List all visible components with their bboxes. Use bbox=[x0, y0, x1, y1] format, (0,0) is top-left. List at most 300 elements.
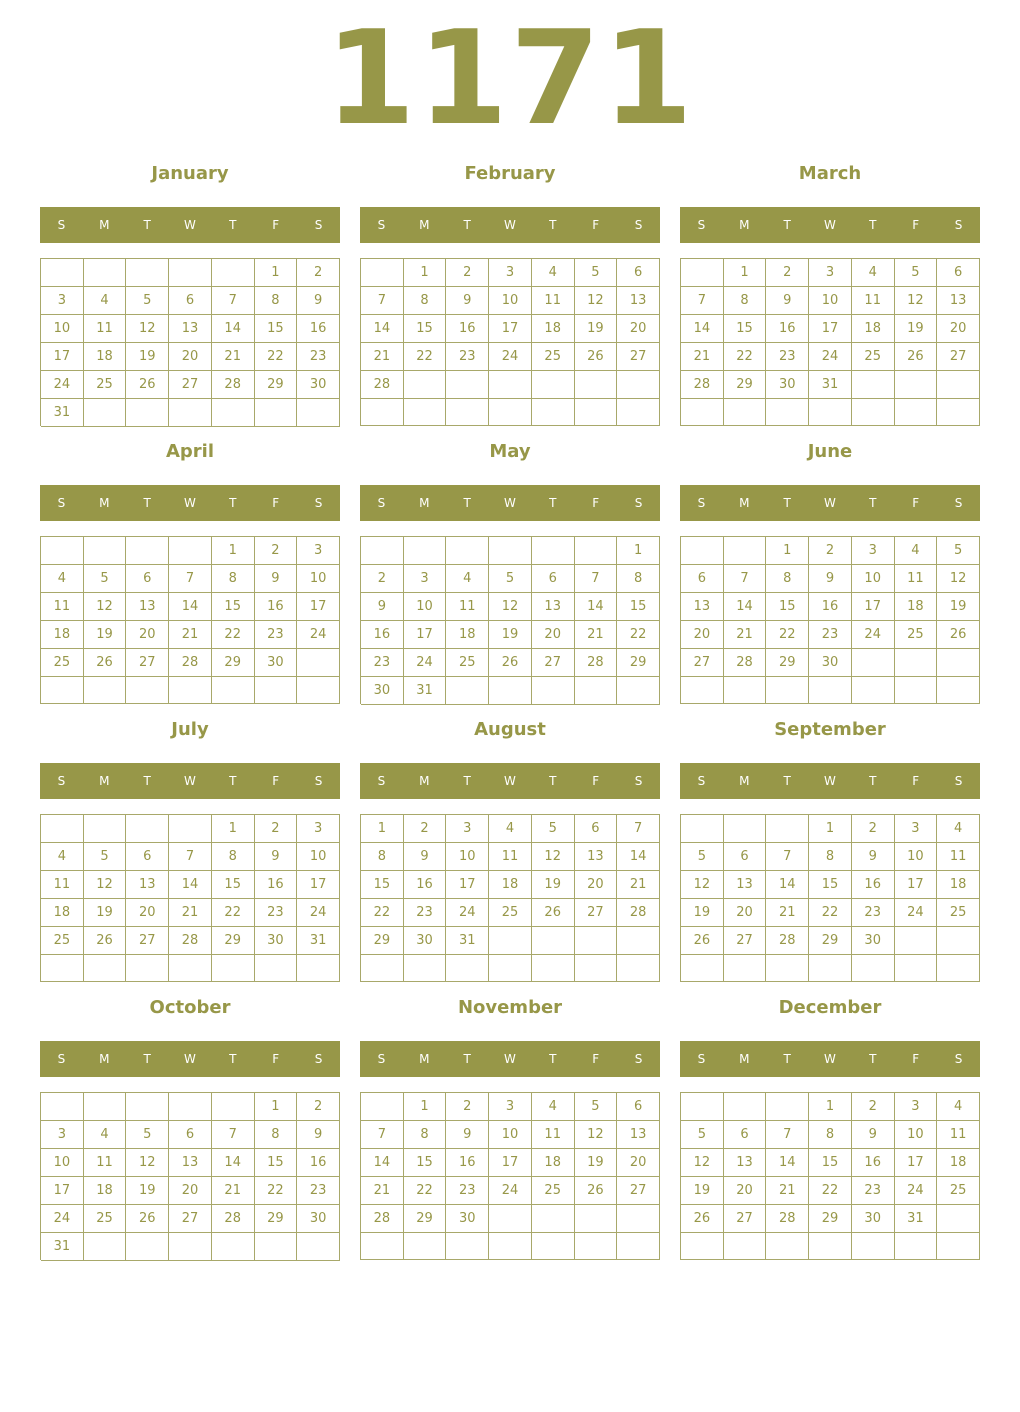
empty-cell bbox=[532, 371, 575, 399]
day-cell: 27 bbox=[126, 649, 169, 677]
day-grid bbox=[680, 814, 980, 982]
weekday-label: T bbox=[229, 1052, 237, 1066]
day-cell: 25 bbox=[532, 1177, 575, 1205]
day-cell: 16 bbox=[255, 593, 298, 621]
day-cell: 4 bbox=[84, 287, 127, 315]
day-cell: 7 bbox=[361, 287, 404, 315]
weekday-label: M bbox=[739, 1052, 750, 1066]
empty-cell bbox=[169, 259, 212, 287]
day-cell: 9 bbox=[446, 1121, 489, 1149]
day-cell: 13 bbox=[724, 1149, 767, 1177]
day-cell: 18 bbox=[532, 315, 575, 343]
empty-cell bbox=[212, 677, 255, 704]
day-cell: 20 bbox=[724, 1177, 767, 1205]
day-cell: 15 bbox=[255, 1149, 298, 1177]
day-cell: 18 bbox=[532, 1149, 575, 1177]
day-cell: 20 bbox=[169, 343, 212, 371]
day-cell: 4 bbox=[84, 1121, 127, 1149]
month-name: February bbox=[464, 163, 556, 184]
empty-cell bbox=[852, 677, 895, 704]
day-cell: 8 bbox=[809, 843, 852, 871]
day-cell: 30 bbox=[852, 927, 895, 955]
empty-cell bbox=[84, 677, 127, 704]
day-cell: 8 bbox=[255, 287, 298, 315]
day-cell: 27 bbox=[617, 343, 660, 371]
empty-cell bbox=[895, 677, 938, 704]
day-cell: 17 bbox=[41, 343, 84, 371]
weekday-label: M bbox=[99, 774, 110, 788]
weekday-label: T bbox=[463, 774, 471, 788]
day-cell: 26 bbox=[895, 343, 938, 371]
weekday-label: S bbox=[954, 774, 963, 788]
day-cell: 27 bbox=[575, 899, 618, 927]
weekday-label: T bbox=[463, 496, 471, 510]
day-cell: 28 bbox=[681, 371, 724, 399]
day-cell: 13 bbox=[575, 843, 618, 871]
day-cell: 28 bbox=[766, 927, 809, 955]
day-cell: 23 bbox=[809, 621, 852, 649]
day-cell: 14 bbox=[766, 871, 809, 899]
month-name: June bbox=[807, 441, 853, 462]
month-september bbox=[680, 715, 980, 985]
weekday-label: M bbox=[99, 496, 110, 510]
day-cell: 23 bbox=[446, 1177, 489, 1205]
day-cell: 10 bbox=[895, 1121, 938, 1149]
weekday-label: M bbox=[419, 1052, 430, 1066]
empty-cell bbox=[84, 815, 127, 843]
empty-cell bbox=[937, 955, 980, 982]
day-cell: 12 bbox=[575, 1121, 618, 1149]
day-cell: 31 bbox=[895, 1205, 938, 1233]
empty-cell bbox=[489, 399, 532, 426]
empty-cell bbox=[681, 399, 724, 426]
weekday-label: F bbox=[592, 496, 600, 510]
month-november bbox=[360, 993, 660, 1263]
empty-cell bbox=[404, 955, 447, 982]
day-cell: 8 bbox=[212, 843, 255, 871]
empty-cell bbox=[575, 927, 618, 955]
empty-cell bbox=[41, 955, 84, 982]
day-cell: 14 bbox=[617, 843, 660, 871]
day-cell: 25 bbox=[84, 371, 127, 399]
day-cell: 19 bbox=[126, 1177, 169, 1205]
weekday-label: S bbox=[634, 1052, 643, 1066]
empty-cell bbox=[895, 955, 938, 982]
day-cell: 10 bbox=[895, 843, 938, 871]
day-cell: 25 bbox=[937, 899, 980, 927]
day-cell: 14 bbox=[575, 593, 618, 621]
day-cell: 15 bbox=[404, 315, 447, 343]
weekday-label: S bbox=[314, 774, 323, 788]
month-name: April bbox=[165, 441, 215, 462]
day-grid bbox=[680, 258, 980, 426]
empty-cell bbox=[84, 1233, 127, 1261]
day-cell: 5 bbox=[489, 565, 532, 593]
day-cell: 6 bbox=[532, 565, 575, 593]
weekday-label: W bbox=[504, 218, 516, 232]
day-cell: 30 bbox=[255, 927, 298, 955]
day-cell: 19 bbox=[126, 343, 169, 371]
day-cell: 27 bbox=[169, 371, 212, 399]
day-cell: 25 bbox=[937, 1177, 980, 1205]
day-cell: 6 bbox=[617, 259, 660, 287]
empty-cell bbox=[446, 677, 489, 705]
weekday-label: T bbox=[549, 774, 557, 788]
empty-cell bbox=[212, 1233, 255, 1261]
day-cell: 18 bbox=[895, 593, 938, 621]
day-cell: 26 bbox=[126, 1205, 169, 1233]
day-grid bbox=[680, 1092, 980, 1260]
empty-cell bbox=[766, 1233, 809, 1260]
day-cell: 4 bbox=[937, 1093, 980, 1121]
empty-cell bbox=[532, 1233, 575, 1260]
weekday-label: W bbox=[504, 496, 516, 510]
empty-cell bbox=[169, 677, 212, 704]
day-cell: 2 bbox=[852, 815, 895, 843]
empty-cell bbox=[126, 537, 169, 565]
day-cell: 31 bbox=[446, 927, 489, 955]
day-cell: 19 bbox=[575, 1149, 618, 1177]
day-cell: 31 bbox=[41, 399, 84, 427]
day-cell: 20 bbox=[937, 315, 980, 343]
day-cell: 20 bbox=[575, 871, 618, 899]
day-cell: 25 bbox=[41, 649, 84, 677]
empty-cell bbox=[126, 259, 169, 287]
day-cell: 5 bbox=[681, 843, 724, 871]
day-cell: 9 bbox=[852, 843, 895, 871]
day-cell: 25 bbox=[446, 649, 489, 677]
day-cell: 14 bbox=[169, 593, 212, 621]
day-cell: 17 bbox=[489, 1149, 532, 1177]
month-name: September bbox=[774, 719, 886, 740]
weekday-header bbox=[360, 485, 660, 521]
day-cell: 21 bbox=[169, 899, 212, 927]
empty-cell bbox=[126, 677, 169, 704]
day-cell: 1 bbox=[361, 815, 404, 843]
day-cell: 2 bbox=[446, 259, 489, 287]
weekday-label: T bbox=[549, 1052, 557, 1066]
month-july bbox=[40, 715, 340, 985]
year-title: 1171 bbox=[325, 2, 695, 154]
weekday-label: S bbox=[697, 218, 706, 232]
empty-cell bbox=[724, 815, 767, 843]
empty-cell bbox=[532, 927, 575, 955]
weekday-label: T bbox=[143, 1052, 151, 1066]
day-cell: 26 bbox=[126, 371, 169, 399]
day-cell: 25 bbox=[895, 621, 938, 649]
day-cell: 5 bbox=[126, 1121, 169, 1149]
day-cell: 17 bbox=[895, 871, 938, 899]
day-cell: 2 bbox=[852, 1093, 895, 1121]
weekday-label: T bbox=[783, 1052, 791, 1066]
day-cell: 13 bbox=[724, 871, 767, 899]
weekday-label: W bbox=[184, 774, 196, 788]
empty-cell bbox=[681, 259, 724, 287]
day-cell: 12 bbox=[126, 1149, 169, 1177]
empty-cell bbox=[937, 399, 980, 426]
empty-cell bbox=[724, 537, 767, 565]
empty-cell bbox=[809, 1233, 852, 1260]
day-cell: 1 bbox=[255, 259, 298, 287]
month-january bbox=[40, 159, 340, 429]
day-cell: 18 bbox=[852, 315, 895, 343]
day-cell: 6 bbox=[937, 259, 980, 287]
day-cell: 16 bbox=[852, 1149, 895, 1177]
day-cell: 1 bbox=[809, 1093, 852, 1121]
day-cell: 28 bbox=[169, 649, 212, 677]
weekday-label: T bbox=[869, 1052, 877, 1066]
empty-cell bbox=[41, 677, 84, 704]
day-cell: 11 bbox=[41, 593, 84, 621]
day-cell: 23 bbox=[852, 899, 895, 927]
day-cell: 22 bbox=[404, 343, 447, 371]
day-cell: 2 bbox=[809, 537, 852, 565]
day-cell: 29 bbox=[255, 1205, 298, 1233]
empty-cell bbox=[297, 399, 340, 427]
day-cell: 15 bbox=[617, 593, 660, 621]
weekday-label: M bbox=[419, 496, 430, 510]
empty-cell bbox=[404, 537, 447, 565]
day-cell: 4 bbox=[41, 565, 84, 593]
day-cell: 11 bbox=[489, 843, 532, 871]
day-cell: 26 bbox=[532, 899, 575, 927]
day-cell: 29 bbox=[361, 927, 404, 955]
weekday-label: F bbox=[272, 218, 280, 232]
day-cell: 22 bbox=[809, 899, 852, 927]
empty-cell bbox=[169, 537, 212, 565]
day-cell: 4 bbox=[937, 815, 980, 843]
empty-cell bbox=[169, 815, 212, 843]
day-cell: 7 bbox=[169, 565, 212, 593]
day-cell: 1 bbox=[212, 537, 255, 565]
day-cell: 16 bbox=[766, 315, 809, 343]
empty-cell bbox=[489, 677, 532, 705]
day-cell: 16 bbox=[255, 871, 298, 899]
day-cell: 24 bbox=[489, 1177, 532, 1205]
month-name: January bbox=[151, 163, 229, 184]
weekday-label: S bbox=[697, 496, 706, 510]
day-cell: 30 bbox=[297, 1205, 340, 1233]
day-cell: 15 bbox=[809, 1149, 852, 1177]
weekday-label: F bbox=[912, 218, 920, 232]
day-cell: 27 bbox=[126, 927, 169, 955]
day-cell: 6 bbox=[169, 1121, 212, 1149]
day-cell: 1 bbox=[404, 1093, 447, 1121]
day-cell: 30 bbox=[446, 1205, 489, 1233]
weekday-label: T bbox=[549, 218, 557, 232]
day-cell: 25 bbox=[489, 899, 532, 927]
day-cell: 10 bbox=[489, 287, 532, 315]
day-cell: 15 bbox=[809, 871, 852, 899]
day-cell: 26 bbox=[681, 1205, 724, 1233]
day-cell: 20 bbox=[724, 899, 767, 927]
day-cell: 29 bbox=[212, 927, 255, 955]
day-cell: 3 bbox=[809, 259, 852, 287]
empty-cell bbox=[297, 677, 340, 704]
empty-cell bbox=[404, 371, 447, 399]
day-cell: 23 bbox=[255, 899, 298, 927]
day-cell: 24 bbox=[895, 1177, 938, 1205]
day-cell: 16 bbox=[361, 621, 404, 649]
day-cell: 11 bbox=[532, 1121, 575, 1149]
weekday-label: S bbox=[954, 496, 963, 510]
day-cell: 28 bbox=[212, 371, 255, 399]
empty-cell bbox=[41, 815, 84, 843]
weekday-label: T bbox=[869, 774, 877, 788]
day-cell: 3 bbox=[297, 537, 340, 565]
weekday-label: S bbox=[57, 1052, 66, 1066]
day-cell: 7 bbox=[212, 287, 255, 315]
day-cell: 30 bbox=[766, 371, 809, 399]
weekday-label: F bbox=[912, 496, 920, 510]
day-cell: 6 bbox=[169, 287, 212, 315]
day-cell: 5 bbox=[575, 1093, 618, 1121]
weekday-label: W bbox=[824, 774, 836, 788]
day-cell: 7 bbox=[575, 565, 618, 593]
day-cell: 21 bbox=[212, 1177, 255, 1205]
empty-cell bbox=[937, 649, 980, 677]
weekday-label: T bbox=[143, 774, 151, 788]
day-cell: 28 bbox=[766, 1205, 809, 1233]
day-cell: 8 bbox=[255, 1121, 298, 1149]
month-name: November bbox=[457, 997, 563, 1018]
day-cell: 19 bbox=[681, 1177, 724, 1205]
day-grid bbox=[680, 536, 980, 704]
empty-cell bbox=[937, 1205, 980, 1233]
weekday-label: T bbox=[229, 218, 237, 232]
empty-cell bbox=[852, 371, 895, 399]
empty-cell bbox=[446, 955, 489, 982]
day-cell: 1 bbox=[212, 815, 255, 843]
weekday-label: W bbox=[824, 496, 836, 510]
day-cell: 27 bbox=[681, 649, 724, 677]
day-cell: 4 bbox=[532, 259, 575, 287]
day-grid bbox=[40, 536, 340, 704]
day-cell: 25 bbox=[41, 927, 84, 955]
day-cell: 19 bbox=[84, 621, 127, 649]
day-cell: 22 bbox=[404, 1177, 447, 1205]
day-cell: 22 bbox=[766, 621, 809, 649]
day-cell: 9 bbox=[297, 1121, 340, 1149]
empty-cell bbox=[895, 1233, 938, 1260]
day-cell: 12 bbox=[937, 565, 980, 593]
empty-cell bbox=[617, 955, 660, 982]
day-cell: 22 bbox=[212, 899, 255, 927]
day-cell: 7 bbox=[169, 843, 212, 871]
weekday-label: F bbox=[592, 218, 600, 232]
day-cell: 17 bbox=[41, 1177, 84, 1205]
empty-cell bbox=[404, 399, 447, 426]
day-cell: 22 bbox=[212, 621, 255, 649]
empty-cell bbox=[575, 1233, 618, 1260]
day-cell: 4 bbox=[532, 1093, 575, 1121]
day-cell: 14 bbox=[361, 1149, 404, 1177]
empty-cell bbox=[617, 399, 660, 426]
day-cell: 29 bbox=[255, 371, 298, 399]
day-cell: 10 bbox=[852, 565, 895, 593]
day-cell: 10 bbox=[489, 1121, 532, 1149]
weekday-label: S bbox=[697, 774, 706, 788]
weekday-label: T bbox=[869, 496, 877, 510]
empty-cell bbox=[297, 649, 340, 677]
day-cell: 27 bbox=[937, 343, 980, 371]
month-name: October bbox=[149, 997, 231, 1018]
day-cell: 12 bbox=[895, 287, 938, 315]
day-cell: 12 bbox=[575, 287, 618, 315]
empty-cell bbox=[766, 677, 809, 704]
weekday-label: T bbox=[143, 218, 151, 232]
empty-cell bbox=[937, 677, 980, 704]
weekday-label: S bbox=[57, 774, 66, 788]
day-cell: 24 bbox=[297, 621, 340, 649]
day-cell: 27 bbox=[724, 1205, 767, 1233]
empty-cell bbox=[84, 259, 127, 287]
empty-cell bbox=[532, 677, 575, 705]
weekday-label: M bbox=[99, 1052, 110, 1066]
empty-cell bbox=[724, 1233, 767, 1260]
empty-cell bbox=[937, 371, 980, 399]
day-cell: 24 bbox=[852, 621, 895, 649]
day-cell: 27 bbox=[724, 927, 767, 955]
day-cell: 23 bbox=[852, 1177, 895, 1205]
empty-cell bbox=[212, 399, 255, 427]
empty-cell bbox=[212, 955, 255, 982]
day-cell: 28 bbox=[361, 371, 404, 399]
empty-cell bbox=[169, 399, 212, 427]
empty-cell bbox=[297, 955, 340, 982]
weekday-header bbox=[40, 207, 340, 243]
month-october bbox=[40, 993, 340, 1263]
day-cell: 16 bbox=[297, 1149, 340, 1177]
day-cell: 2 bbox=[255, 537, 298, 565]
day-cell: 12 bbox=[126, 315, 169, 343]
day-cell: 19 bbox=[681, 899, 724, 927]
day-cell: 19 bbox=[895, 315, 938, 343]
day-cell: 3 bbox=[489, 1093, 532, 1121]
day-cell: 6 bbox=[724, 1121, 767, 1149]
weekday-label: M bbox=[739, 496, 750, 510]
day-cell: 10 bbox=[809, 287, 852, 315]
weekday-label: F bbox=[912, 1052, 920, 1066]
day-cell: 24 bbox=[41, 1205, 84, 1233]
day-cell: 1 bbox=[255, 1093, 298, 1121]
day-cell: 20 bbox=[126, 621, 169, 649]
weekday-label: T bbox=[783, 496, 791, 510]
day-cell: 8 bbox=[617, 565, 660, 593]
weekday-label: W bbox=[504, 774, 516, 788]
day-cell: 5 bbox=[84, 843, 127, 871]
day-cell: 8 bbox=[766, 565, 809, 593]
day-cell: 21 bbox=[169, 621, 212, 649]
day-cell: 22 bbox=[809, 1177, 852, 1205]
empty-cell bbox=[681, 815, 724, 843]
day-cell: 12 bbox=[681, 871, 724, 899]
day-cell: 9 bbox=[809, 565, 852, 593]
day-cell: 11 bbox=[41, 871, 84, 899]
day-cell: 2 bbox=[361, 565, 404, 593]
day-cell: 25 bbox=[852, 343, 895, 371]
weekday-label: S bbox=[377, 774, 386, 788]
day-cell: 11 bbox=[84, 315, 127, 343]
empty-cell bbox=[126, 955, 169, 982]
empty-cell bbox=[681, 1233, 724, 1260]
day-cell: 11 bbox=[446, 593, 489, 621]
day-cell: 22 bbox=[724, 343, 767, 371]
weekday-label: S bbox=[314, 1052, 323, 1066]
day-cell: 23 bbox=[297, 1177, 340, 1205]
day-cell: 20 bbox=[681, 621, 724, 649]
day-cell: 3 bbox=[852, 537, 895, 565]
